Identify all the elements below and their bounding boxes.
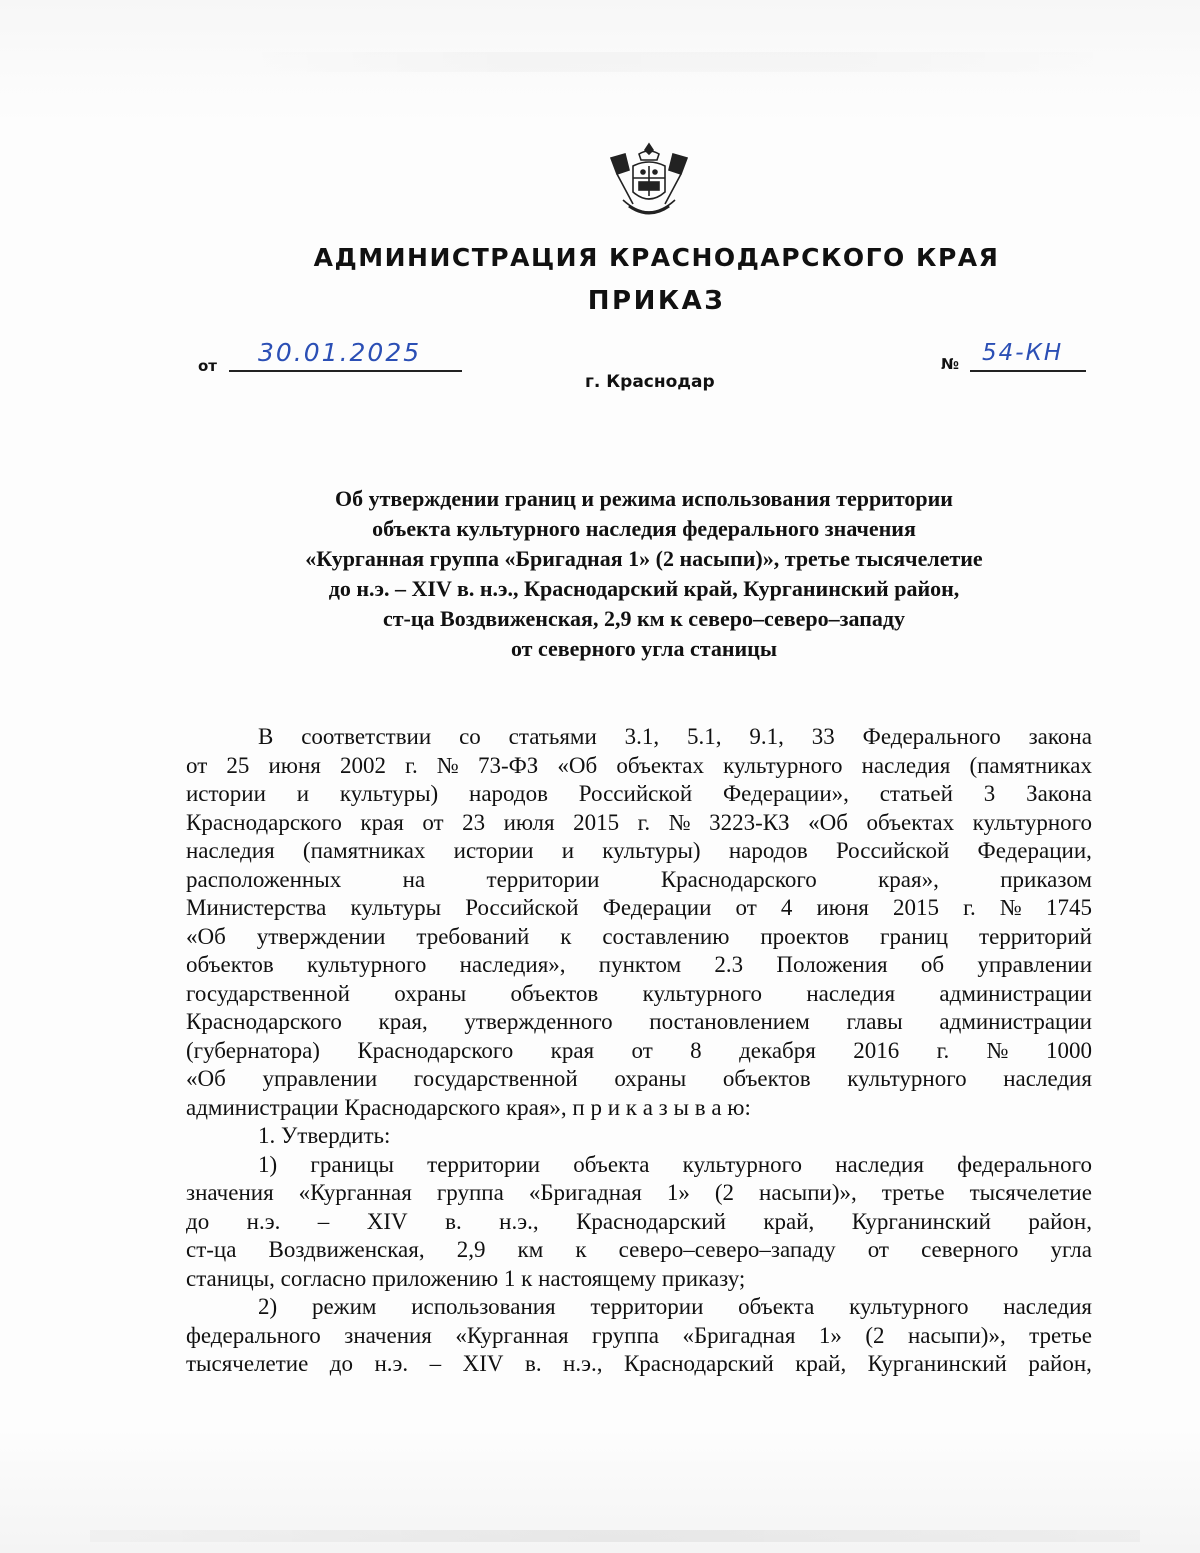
date-label: от bbox=[198, 357, 217, 375]
title-line: Об утверждении границ и режима использования территории bbox=[335, 486, 953, 511]
body-line: станицы, согласно приложению 1 к настоящему приказу; bbox=[186, 1265, 746, 1291]
number-label: № bbox=[941, 355, 960, 373]
city: г. Краснодар bbox=[585, 372, 715, 392]
body-line: 2) режим использования территории объекта культурного наследия bbox=[258, 1294, 1092, 1319]
date-underline bbox=[229, 370, 462, 372]
body-line: Министерства культуры Российской Федерации от 4 июня 2015 г. № 1745 bbox=[186, 895, 1092, 920]
body-line: 1. Утвердить: bbox=[258, 1123, 391, 1148]
body-line: ст-ца Воздвиженская, 2,9 км к северо–северо–западу от северного угла bbox=[186, 1237, 1092, 1262]
title-line: «Курганная группа «Бригадная 1» (2 насыпи)», третье тысячелетие bbox=[305, 546, 983, 571]
body-line: «Об утверждении требований к составлению проектов границ территорий bbox=[186, 923, 1092, 949]
body-line: государственной охраны объектов культурного наследия администрации bbox=[186, 980, 1092, 1006]
body-line: тысячелетие до н.э. – XIV в. н.э., Краснодарский край, Курганинский район, bbox=[186, 1351, 1092, 1376]
body-line: до н.э. – XIV в. н.э., Краснодарский край, Курганинский район, bbox=[186, 1208, 1092, 1234]
scan-artifact-top bbox=[240, 52, 1120, 72]
title-line: от северного угла станицы bbox=[510, 636, 778, 661]
title-line: до н.э. – XIV в. н.э., Краснодарский край, Курганинский район, bbox=[328, 576, 960, 601]
date-handwritten: 30.01.2025 bbox=[258, 338, 422, 367]
title-line: объекта культурного наследия федерального значения bbox=[372, 516, 916, 541]
title-line: ст-ца Воздвиженская, 2,9 км к северо–северо–западу bbox=[382, 606, 906, 631]
body-line: «Об управлении государственной охраны объектов культурного наследия bbox=[186, 1066, 1092, 1091]
body-line: федерального значения «Курганная группа «Бригадная 1» (2 насыпи)», третье bbox=[186, 1322, 1092, 1348]
number-underline bbox=[970, 370, 1086, 372]
coat-of-arms-emblem bbox=[603, 140, 695, 226]
number-handwritten: 54-КН bbox=[982, 340, 1064, 366]
body-line: от 25 июня 2002 г. № 73-ФЗ «Об объектах культурного наследия (памятниках bbox=[186, 752, 1092, 778]
document-type: ПРИКАЗ bbox=[587, 286, 726, 316]
document-body bbox=[186, 723, 1092, 1379]
body-line: Краснодарского края от 23 июля 2015 г. № 3223-КЗ «Об объектах культурного bbox=[186, 809, 1092, 835]
body-line: (губернатора) Краснодарского края от 8 декабря 2016 г. № 1000 bbox=[186, 1037, 1092, 1063]
body-line: расположенных на территории Краснодарского края», приказом bbox=[186, 866, 1092, 892]
body-line: 1) границы территории объекта культурного наследия федерального bbox=[258, 1151, 1092, 1177]
body-line: В соответствии со статьями 3.1, 5.1, 9.1, 33 Федерального закона bbox=[258, 724, 1092, 749]
document-title bbox=[195, 484, 1093, 664]
body-line: Краснодарского края, утвержденного постановлением главы администрации bbox=[186, 1009, 1092, 1034]
body-line: администрации Краснодарского края», п р и к а з ы в а ю: bbox=[186, 1094, 751, 1120]
body-line: истории и культуры) народов Российской Федерации», статьей 3 Закона bbox=[186, 781, 1092, 806]
scan-artifact-bottom bbox=[90, 1530, 1140, 1542]
body-line: объектов культурного наследия», пунктом 2.3 Положения об управлении bbox=[186, 952, 1092, 977]
body-line: наследия (памятниках истории и культуры) народов Российской Федерации, bbox=[186, 838, 1092, 863]
organization-name: АДМИНИСТРАЦИЯ КРАСНОДАРСКОГО КРАЯ bbox=[313, 243, 1000, 272]
body-line: значения «Курганная группа «Бригадная 1» (2 насыпи)», третье тысячелетие bbox=[186, 1180, 1092, 1205]
